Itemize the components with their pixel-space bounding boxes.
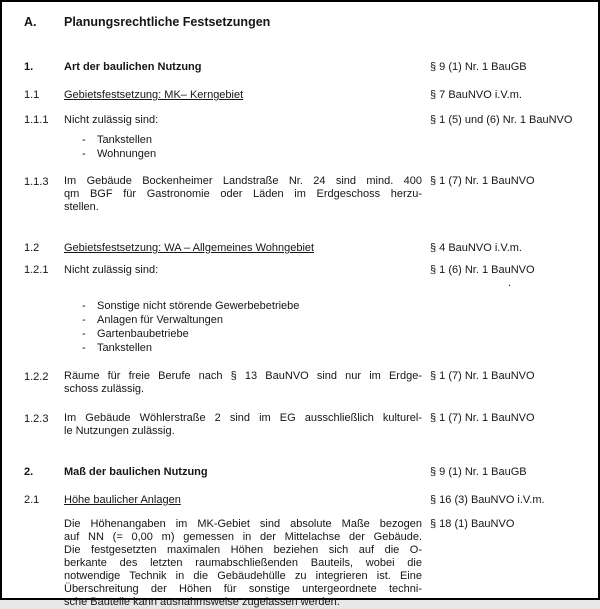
- bullet-dash: -: [82, 300, 86, 312]
- legal-ref: [430, 263, 594, 290]
- legal-ref: § 18 (1) BauNVO: [430, 518, 515, 530]
- section-number: 1.2: [24, 242, 40, 254]
- section-row-1: [24, 60, 594, 74]
- legal-ref-text: § 1 (6) Nr. 1 BauNVO: [430, 264, 535, 276]
- section-text: Im Gebäude Wöhlerstraße 2 sind im EG ausschließlich kulturel- le Nutzungen zulässig.: [64, 412, 422, 437]
- section-number: 1.2.3: [24, 413, 49, 425]
- bullet-dash: -: [82, 314, 86, 326]
- legal-ref: § 1 (7) Nr. 1 BauNVO: [430, 412, 535, 424]
- section-row-2: [24, 465, 594, 479]
- section-heading: Gebietsfestsetzung: WA – Allgemeines Wohngebiet: [64, 242, 315, 254]
- section-number: 1.: [24, 61, 34, 73]
- bullet-list-1-1-1: [24, 133, 594, 161]
- legal-ref: § 1 (7) Nr. 1 BauNVO: [430, 175, 535, 187]
- legal-ref: § 7 BauNVO i.V.m.: [430, 89, 522, 101]
- section-heading: Höhe baulicher Anlagen: [64, 494, 181, 506]
- list-item-label: Gartenbaubetriebe: [97, 328, 189, 340]
- bullet-dash: -: [82, 342, 86, 354]
- section-text: Die Höhenangaben im MK-Gebiet sind absolute Maße bezogen auf NN (= 0,00 m) gemessen in der Mittelachse der Gebäude. Die festgesetzten maximalen Höhen beziehen sich auf die O- berkante des letzten raumabschließenden Bauteils, wobei die notwendige Technik in die Gebäudehülle zu integrieren ist. Eine Überschreitung der Höhen für sonstige untergeordnete techni- sche Bauteile kann ausnahmsweise zugelassen werden.: [64, 518, 422, 608]
- bullet-dash: -: [82, 328, 86, 340]
- legal-ref: § 9 (1) Nr. 1 BauGB: [430, 61, 527, 73]
- section-heading: Maß der baulichen Nutzung: [64, 466, 208, 478]
- bullet-list-1-2-1: [24, 299, 594, 355]
- bullet-dash: -: [82, 148, 86, 160]
- section-number: 1.1.3: [24, 176, 49, 188]
- section-row-1-2: [24, 241, 594, 255]
- bullet-dash: -: [82, 134, 86, 146]
- list-item: [64, 341, 422, 355]
- list-item-label: Tankstellen: [97, 342, 153, 354]
- legal-ref: § 1 (7) Nr. 1 BauNVO: [430, 370, 535, 382]
- section-number: 1.2.1: [24, 264, 49, 276]
- list-item: [64, 299, 422, 313]
- section-paragraph-2-1: [24, 518, 594, 609]
- list-item-label: Wohnungen: [97, 148, 157, 160]
- section-number: 1.1: [24, 89, 40, 101]
- section-row-1-1: [24, 88, 594, 102]
- section-number: 1.1.1: [24, 114, 49, 126]
- stray-dot: .: [508, 277, 512, 289]
- section-row-2-1: [24, 493, 594, 507]
- legal-ref: § 1 (5) und (6) Nr. 1 BauNVO: [430, 114, 573, 126]
- section-heading: Gebietsfestsetzung: MK– Kerngebiet: [64, 89, 244, 101]
- document-title: Planungsrechtliche Festsetzungen: [64, 15, 271, 29]
- section-text: Räume für freie Berufe nach § 13 BauNVO sind nur im Erdge- schoss zulässig.: [64, 370, 422, 395]
- list-item: [64, 133, 422, 147]
- section-text: Im Gebäude Bockenheimer Landstraße Nr. 24 sind mind. 400 qm BGF für Gastronomie oder Läden im Erdgeschoss herzu- stellen.: [64, 175, 422, 213]
- section-heading: Art der baulichen Nutzung: [64, 61, 202, 73]
- legal-ref: § 4 BauNVO i.V.m.: [430, 242, 522, 254]
- document-title-row: [24, 15, 594, 30]
- section-row-1-2-3: [24, 412, 594, 438]
- section-row-1-2-1: [24, 263, 594, 290]
- section-row-1-1-3: [24, 175, 594, 214]
- legal-ref: § 16 (3) BauNVO i.V.m.: [430, 494, 545, 506]
- section-number: 2.: [24, 466, 34, 478]
- list-item-label: Anlagen für Verwaltungen: [97, 314, 223, 326]
- section-row-1-2-2: [24, 370, 594, 396]
- section-heading: Nicht zulässig sind:: [64, 264, 159, 276]
- section-number: 1.2.2: [24, 371, 49, 383]
- list-item: [64, 313, 422, 327]
- list-item-label: Tankstellen: [97, 134, 153, 146]
- list-item: [64, 147, 422, 161]
- section-number: 2.1: [24, 494, 40, 506]
- section-row-1-1-1: [24, 113, 594, 127]
- list-item-label: Sonstige nicht störende Gewerbebetriebe: [97, 300, 300, 312]
- section-heading: Nicht zulässig sind:: [64, 114, 159, 126]
- list-item: [64, 327, 422, 341]
- title-letter: A.: [24, 15, 37, 29]
- legal-ref: § 9 (1) Nr. 1 BauGB: [430, 466, 527, 478]
